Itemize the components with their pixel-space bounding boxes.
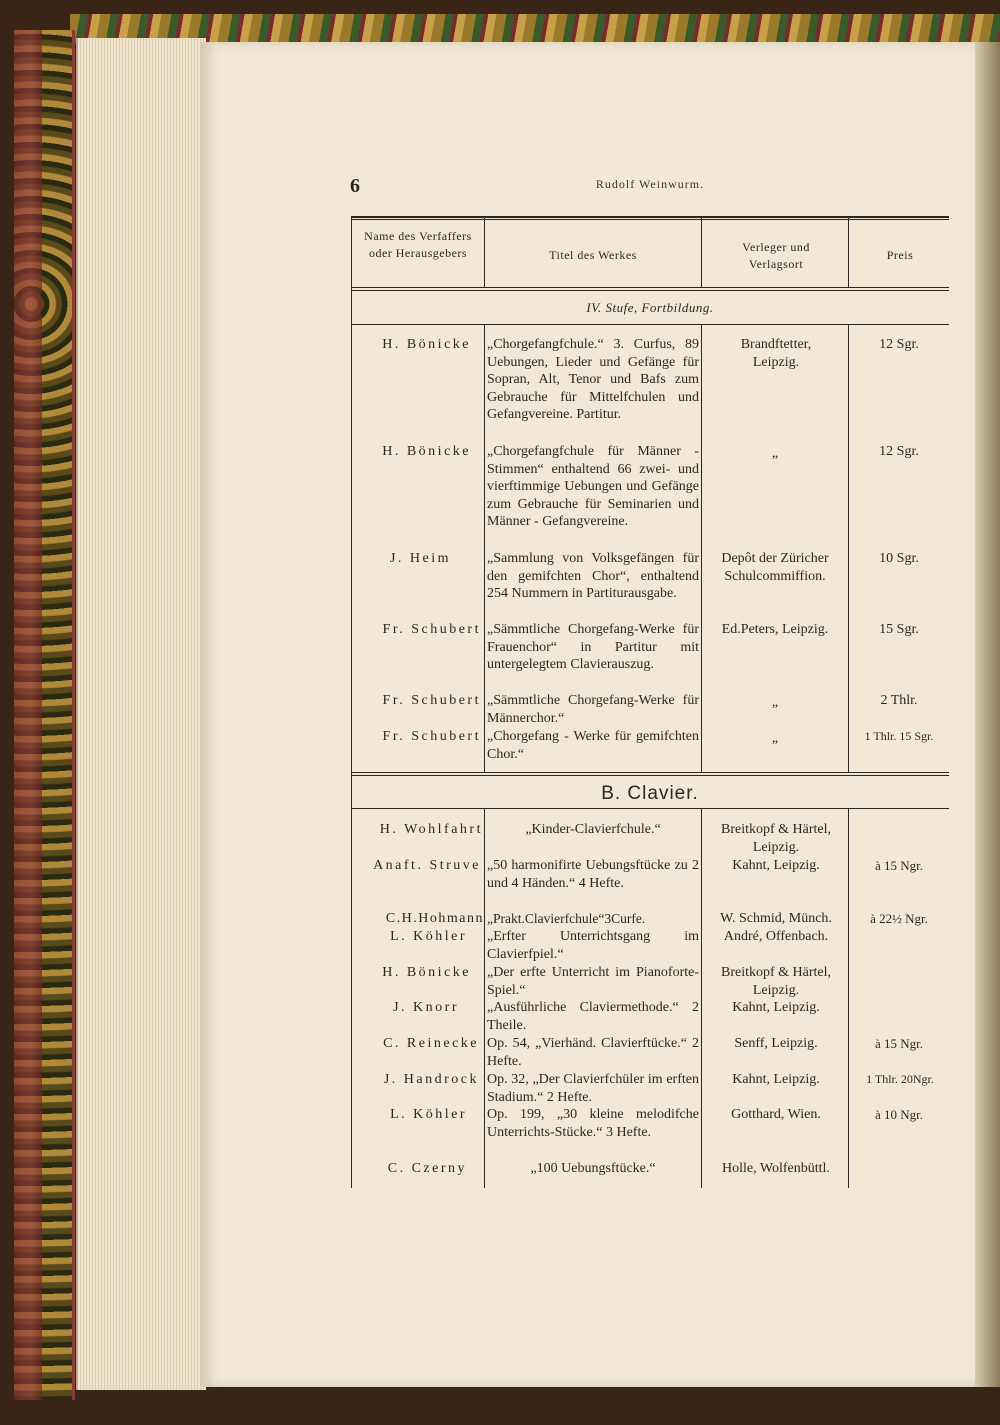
table-top-rule-thin [351,219,949,220]
row-b-2-price: à 15 Ngr. [874,858,924,873]
row-iv-2-price: 12 Sgr. [879,444,919,459]
section-iv-rule [351,324,949,325]
row-b-2-title: „50 harmonifirte Uebungsftücke zu 2 und 4 Händen.“ 4 Hefte. [487,858,699,891]
row-b-3-price: à 22½ Ngr. [870,911,928,926]
row-b-1-publisher: Breitkopf & Härtel, Leipzig. [720,822,832,855]
row-iv-5-author: Fr. Schubert [382,693,481,708]
row-iv-4-title: „Sämmtliche Chorgefang-Werke für Frauenchor“ in Partitur mit untergelegtem Clavierauszug. [487,622,699,673]
row-b-7-author: C. Reinecke [383,1036,479,1051]
page-curl-edge [975,42,1000,1387]
row-iv-4-publisher: Ed.Peters, Leipzig. [721,622,829,637]
row-iv-5-price: 2 Thlr. [880,693,918,708]
col-divider-3-header [848,216,849,288]
row-b-10-publisher: Holle, Wolfenbüttl. [722,1161,830,1176]
row-iv-6-title: „Chorgefang - Werke für gemifchten Chor.“ [487,729,699,762]
row-iv-4-price: 15 Sgr. [879,622,919,637]
page-number: 6 [350,175,360,197]
header-author: Name des Verfaffers oder Herausgebers [364,229,472,260]
section-b-heading: B. Clavier. [601,783,699,804]
col-divider-2-b [701,809,702,1188]
section-b-top-rule [351,772,949,773]
col-divider-1-header [484,216,485,288]
red-spine-binding [14,30,42,1400]
row-b-5-title: „Der erfte Unterricht im Pianoforte-Spiel.“ [487,965,699,998]
row-b-4-publisher: André, Offenbach. [723,929,829,944]
col-divider-2-iv [701,325,702,772]
header-title: Titel des Werkes [549,248,637,262]
col-divider-3-b [848,809,849,1188]
col-divider-1-iv [484,325,485,772]
header-price: Preis [886,248,914,262]
row-iv-1-author: H. Bönicke [382,337,471,352]
row-b-8-price: 1 Thlr. 20Ngr. [866,1072,934,1086]
row-iv-5-title: „Sämmtliche Chorgefang-Werke für Männerchor.“ [487,693,699,726]
row-b-1-title: „Kinder-Clavierfchule.“ [525,822,661,837]
row-iv-6-author: Fr. Schubert [382,729,481,744]
row-b-1-author: H. Wohlfahrt [379,822,483,837]
row-b-6-publisher: Kahnt, Leipzig. [732,1000,820,1015]
row-b-3-publisher: W. Schmid, Münch. [720,911,832,926]
col-divider-2-header [701,216,702,288]
row-b-9-author: L. Köhler [390,1107,467,1122]
row-b-9-price: à 10 Ngr. [874,1107,924,1122]
row-b-9-title: Op. 199, „30 kleine melodifche Unterrichts-Stücke.“ 3 Hefte. [487,1107,699,1140]
row-iv-6-publisher: „ [771,731,779,746]
row-b-9-publisher: Gotthard, Wien. [731,1107,821,1122]
row-b-6-title: „Ausführliche Claviermethode.“ 2 Theile. [487,1000,699,1033]
row-b-8-title: Op. 32, „Der Clavierfchüler im erften Stadium.“ 2 Hefte. [487,1072,699,1105]
col-divider-1-b [484,809,485,1188]
header-publisher: Verleger und Verlagsort [742,240,810,271]
section-b-top-rule-2 [351,775,949,776]
row-b-3-author: C.H.Hohmann [385,911,484,926]
col-divider-3-iv [848,325,849,772]
table-top-rule [351,216,949,218]
page-stack-edge [76,38,206,1390]
row-iv-3-title: „Sammlung von Volksgefängen für den gemifchten Chor“, enthaltend 254 Nummern in Partiturausgabe. [487,551,699,602]
row-b-2-author: Anaft. Struve [373,858,481,873]
section-iv-heading: IV. Stufe, Fortbildung. [586,300,714,315]
row-b-3-title: „Prakt.Clavierfchule“3Curfe. [487,911,646,926]
row-iv-3-author: J. Heim [389,551,451,566]
row-iv-2-publisher: „ [771,446,779,461]
marbled-top-edge [70,14,1000,44]
header-bottom-rule-2 [351,290,949,291]
page-header [350,175,950,199]
row-iv-2-title: „Chorgefangfchule für Männer - Stimmen“ enthaltend 66 zwei- und vierftimmige Uebungen und Gefänge zum Gebrauche für Seminarien und Männer - Gefangvereine. [487,444,699,530]
row-b-10-title: „100 Uebungsftücke.“ [530,1161,656,1176]
row-iv-1-title: „Chorgefangfchule.“ 3. Curfus, 89 Uebungen, Lieder und Gefänge für Sopran, Alt, Tenor und Bafs zum Gebrauche für Mittelfchulen und Gefangvereine. Partitur. [487,337,699,423]
row-iv-5-publisher: „ [771,695,779,710]
running-title: Rudolf Weinwurm. [595,177,705,191]
row-b-8-publisher: Kahnt, Leipzig. [732,1072,820,1087]
catalog-table [351,216,949,1188]
row-b-2-publisher: Kahnt, Leipzig. [732,858,820,873]
row-b-4-author: L. Köhler [390,929,467,944]
row-iv-6-price: 1 Thlr. 15 Sgr. [864,729,934,743]
row-iv-2-author: H. Bönicke [382,444,471,459]
section-b-bottom-rule [351,808,949,809]
row-iv-3-price: 10 Sgr. [879,551,919,566]
header-bottom-rule [351,287,949,288]
row-b-8-author: J. Handrock [383,1072,479,1087]
table-left-border [351,216,352,1188]
row-b-5-author: H. Bönicke [382,965,471,980]
row-iv-4-author: Fr. Schubert [382,622,481,637]
row-b-5-publisher: Breitkopf & Härtel, Leipzig. [720,965,832,998]
row-b-6-author: J. Knorr [393,1000,459,1015]
row-b-7-publisher: Senff, Leipzig. [734,1036,818,1051]
row-iv-1-price: 12 Sgr. [879,337,919,352]
row-b-4-title: „Erfter Unterrichtsgang im Clavierfpiel.“ [487,929,699,962]
row-b-7-price: à 15 Ngr. [874,1036,924,1051]
row-iv-1-publisher: Brandftetter, Leipzig. [740,337,812,370]
row-b-7-title: Op. 54, „Vierhänd. Clavierftücke.“ 2 Hefte. [487,1036,699,1069]
row-b-10-author: C. Czerny [387,1161,467,1176]
row-iv-3-publisher: Depôt der Züricher Schulcommiffion. [721,551,829,584]
